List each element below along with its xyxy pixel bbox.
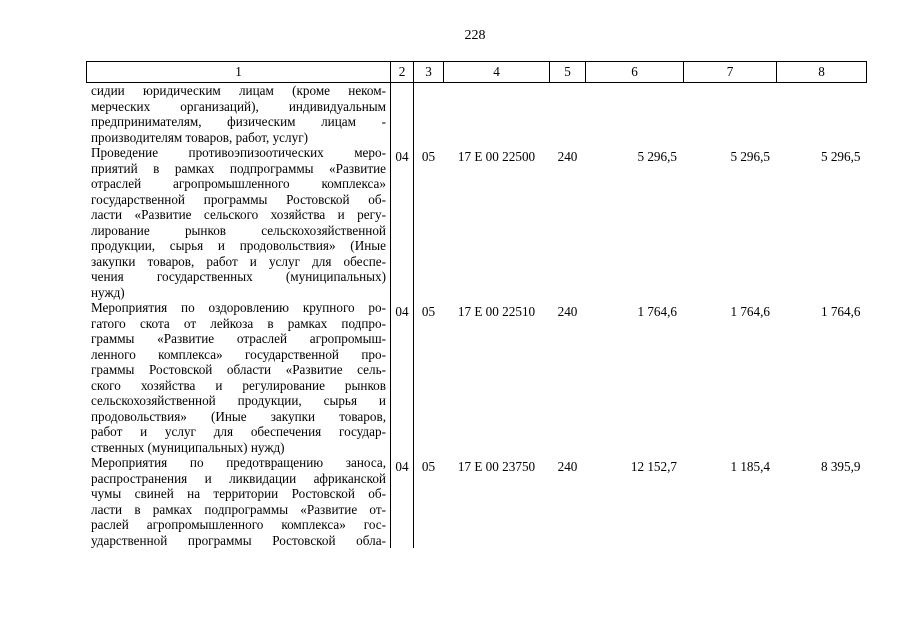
amount-col-6: 5 296,5 xyxy=(637,149,677,164)
description-line: сельскохозяйственной продукции, сырья и xyxy=(91,393,386,408)
target-article-code: 17 Е 00 22510 xyxy=(457,304,536,319)
description-line: приятий в рамках подпрограммы «Развитие xyxy=(91,160,386,176)
header-col-2: 2 xyxy=(391,62,414,83)
expense-type-code: 240 xyxy=(557,304,578,319)
section-code: 04 xyxy=(391,455,414,548)
header-col-3: 3 xyxy=(414,62,444,83)
section-code: 04 xyxy=(391,300,414,455)
table-row xyxy=(87,83,867,146)
row-description xyxy=(87,455,391,548)
description-line: мерческих организаций), индивидуальным xyxy=(91,98,386,114)
description-line: ленного комплекса» государственной про- xyxy=(91,346,386,362)
subsection-code: 05 xyxy=(421,459,436,474)
table-row xyxy=(87,455,867,548)
header-col-1: 1 xyxy=(87,62,391,83)
section-code: 04 xyxy=(391,145,414,300)
description-line: граммы Ростовской области «Развитие сель- xyxy=(91,362,386,377)
description-line: предпринимателям, физическим лицам - xyxy=(91,114,386,129)
amount-col-7 xyxy=(684,83,777,146)
description-line: сидии юридическим лицам (кроме неком- xyxy=(91,83,386,98)
amount-col-7: 1 185,4 xyxy=(730,459,770,474)
header-col-4: 4 xyxy=(444,62,550,83)
description-line: Проведение противоэпизоотических меро- xyxy=(91,145,386,160)
amount-col-6: 1 764,6 xyxy=(637,304,677,319)
amount-col-8 xyxy=(777,83,867,146)
description-line: лирование рынков сельскохозяйственной xyxy=(91,222,386,238)
expense-type-code: 240 xyxy=(557,459,578,474)
subsection-code xyxy=(414,83,444,146)
amount-col-7: 5 296,5 xyxy=(730,149,770,164)
description-line: нужд) xyxy=(91,284,125,300)
description-line: закупки товаров, работ и услуг для обеспе- xyxy=(91,253,386,269)
row-description xyxy=(87,83,391,146)
amount-col-7: 1 764,6 xyxy=(730,304,770,319)
description-line: продовольствия» (Иные закупки товаров, xyxy=(91,408,386,424)
header-col-6: 6 xyxy=(586,62,684,83)
header-col-8: 8 xyxy=(777,62,867,83)
budget-table xyxy=(86,61,867,548)
row-description xyxy=(87,300,391,455)
description-line: государственной программы Ростовской об- xyxy=(91,191,386,207)
description-line: Мероприятия по оздоровлению крупного ро- xyxy=(91,300,386,315)
amount-col-8: 8 395,9 xyxy=(820,459,861,474)
description-line: чения государственных (муниципальных) xyxy=(91,269,386,284)
description-line: ского хозяйства и регулирование рынков xyxy=(91,377,386,393)
description-line: ударственной программы Ростовской обла- xyxy=(91,532,386,548)
description-line: распространения и ликвидации африканской xyxy=(91,470,386,486)
header-col-7: 7 xyxy=(684,62,777,83)
header-col-5: 5 xyxy=(550,62,586,83)
amount-col-6: 12 152,7 xyxy=(630,459,677,474)
description-line: производителям товаров, работ, услуг) xyxy=(91,129,308,145)
description-line: Мероприятия по предотвращению заноса, xyxy=(91,455,386,470)
target-article-code: 17 Е 00 22500 xyxy=(457,149,536,164)
amount-col-8: 5 296,5 xyxy=(820,149,861,164)
subsection-code: 05 xyxy=(421,149,436,164)
description-line: продукции, сырья и продовольствия» (Иные xyxy=(91,238,386,253)
description-line: раслей агропромышленного комплекса» гос- xyxy=(91,517,386,532)
subsection-code: 05 xyxy=(421,304,436,319)
target-article-code: 17 Е 00 23750 xyxy=(457,459,536,474)
description-line: ласти «Развитие сельского хозяйства и регу- xyxy=(91,207,386,222)
amount-col-8: 1 764,6 xyxy=(820,304,861,319)
expense-type-code: 240 xyxy=(557,149,578,164)
page-number: 228 xyxy=(464,28,486,43)
description-line: чумы свиней на территории Ростовской об- xyxy=(91,486,386,501)
description-line: отраслей агропромышленного комплекса» xyxy=(91,176,386,191)
table-row xyxy=(87,145,867,300)
section-code xyxy=(391,83,414,146)
description-line: граммы «Развитие отраслей агропромыш- xyxy=(91,331,386,346)
description-line: ственных (муниципальных) нужд) xyxy=(91,439,285,455)
amount-col-6 xyxy=(586,83,684,146)
expense-type-code xyxy=(550,83,586,146)
table-row xyxy=(87,300,867,455)
description-line: работ и услуг для обеспечения государ- xyxy=(91,424,386,439)
header-row xyxy=(87,62,867,83)
description-line: гатого скота от лейкоза в рамках подпро- xyxy=(91,315,386,331)
target-article-code xyxy=(444,83,550,146)
row-description xyxy=(87,145,391,300)
description-line: ласти в рамках подпрограммы «Развитие от- xyxy=(91,501,386,517)
